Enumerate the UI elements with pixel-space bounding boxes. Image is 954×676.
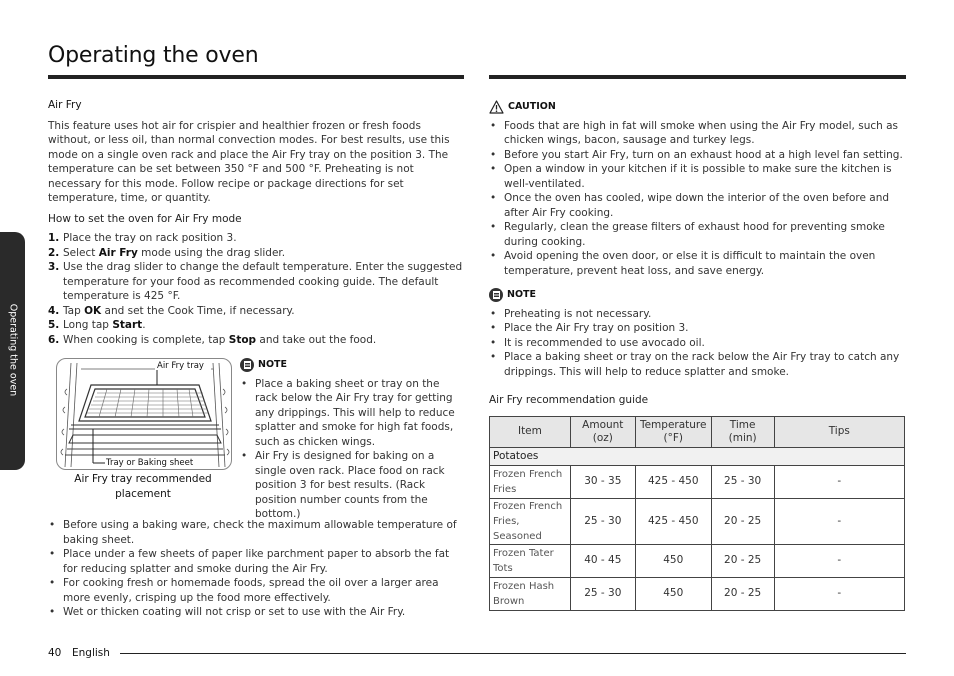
note-list [489, 307, 906, 380]
note-heading [240, 358, 464, 373]
table-row [490, 498, 905, 544]
warning-icon [489, 100, 504, 114]
steps-list [48, 231, 464, 347]
header-amount: Amount (oz) [570, 416, 635, 447]
cell-item: Frozen French Fries, Seasoned [490, 498, 571, 544]
step-text: and take out the food. [256, 333, 377, 346]
how-to-heading: How to set the oven for Air Fry mode [48, 212, 242, 225]
intro-paragraph: This feature uses hot air for crispier and healthier frozen or fresh foods without, or less oil, than normal convection modes. For best results, use this mode on a single oven rack and place the Air Fry tray on the position 3. The temperature can be set between 350 °F and 500 °F. Preheating is not necessary for this mode. Follow recipe or package directions for set temperature, time, or quantity. [48, 119, 450, 204]
cell-tips: - [774, 577, 904, 610]
tip-item: • For cooking fresh or homemade foods, spread the oil over a larger area more evenly, crisping up the food more effectively. [48, 576, 464, 605]
caution-heading-text: CAUTION [508, 101, 556, 112]
step-number: 6. [48, 333, 60, 346]
cell-temperature: 425 - 450 [635, 498, 711, 544]
step-number: 1. [48, 232, 60, 244]
step-number: 4. [48, 304, 60, 317]
note-item: • Air Fry is designed for baking on a single oven rack. Place food on rack position 3 for best results. (Rack position number counts from the bottom.) [240, 449, 464, 522]
step-bold-term: Stop [228, 333, 257, 346]
step-number: 5. [48, 319, 60, 331]
step-item [48, 304, 464, 319]
caution-item: • Avoid opening the oven door, or else it is difficult to maintain the oven temperature, prevent heat loss, and save energy. [489, 249, 906, 278]
footer-rule [120, 653, 906, 654]
step-item [48, 333, 464, 348]
cell-amount: 25 - 30 [570, 577, 635, 610]
note-item: • It is recommended to use avocado oil. [489, 336, 906, 351]
note-item: • Place a baking sheet or tray on the rack below the Air Fry tray for getting any drippings. This will help to reduce splatter and smoke for high fat foods, such as chicken wings. [240, 377, 464, 450]
step-item [48, 260, 464, 304]
figure-note [240, 358, 464, 522]
tip-item: • Wet or thicken coating will not crisp or set to use with the Air Fry. [48, 605, 464, 620]
cell-time: 25 - 30 [711, 465, 774, 498]
note-item: • Place the Air Fry tray on position 3. [489, 321, 906, 336]
cell-item: Frozen French Fries [490, 465, 571, 498]
step-text: Place the tray on rack position 3. [63, 232, 237, 244]
oven-illustration [56, 358, 232, 470]
step-text: and set the Cook Time, if necessary. [101, 304, 295, 317]
step-bold-term: Start [112, 319, 143, 331]
step-bold-term: OK [84, 304, 102, 317]
note-item: • Place a baking sheet or tray on the rack below the Air Fry tray to catch any drippings. This will help to reduce splatter and smoke. [489, 350, 906, 379]
table-row [490, 577, 905, 610]
cell-tips: - [774, 465, 904, 498]
page-title: Operating the oven [48, 43, 259, 68]
cell-tips: - [774, 498, 904, 544]
caution-list [489, 119, 906, 279]
caution-item: • Once the oven has cooled, wipe down the interior of the oven before and after Air Fry cooking. [489, 191, 906, 220]
footer-language: English [72, 647, 110, 659]
figure-caption: Air Fry tray recommended placement [74, 473, 212, 500]
caution-item: • Before you start Air Fry, turn on an exhaust hood at a high level fan setting. [489, 148, 906, 163]
cell-amount: 40 - 45 [570, 544, 635, 577]
step-text: When cooking is complete, tap [63, 333, 229, 346]
header-temperature: Temperature (°F) [635, 416, 711, 447]
cell-temperature: 450 [635, 577, 711, 610]
step-text: Tap [63, 304, 85, 317]
tip-item: • Place under a few sheets of paper like parchment paper to absorb the fat for reducing splatter and smoke during the Air Fry. [48, 547, 464, 576]
note-heading-text: NOTE [507, 289, 536, 300]
page-footer [48, 646, 906, 660]
right-column [489, 100, 906, 611]
header-time: Time (min) [711, 416, 774, 447]
cell-time: 20 - 25 [711, 544, 774, 577]
label-air-fry-tray: Air Fry tray [157, 361, 204, 371]
step-text: Use the drag slider to change the default temperature. Enter the suggested temperature for your food as recommended cooking guide. The default temperature is 425 °F. [63, 261, 463, 302]
cell-temperature: 450 [635, 544, 711, 577]
note-heading [489, 288, 906, 303]
note-item: • Preheating is not necessary. [489, 307, 906, 322]
cell-item: Frozen Hash Brown [490, 577, 571, 610]
note-heading-text: NOTE [258, 359, 287, 370]
step-item [48, 318, 464, 333]
step-text: mode using the drag slider. [137, 246, 286, 259]
step-bold-term: Air Fry [98, 246, 138, 259]
cell-time: 20 - 25 [711, 498, 774, 544]
oven-rack-drawing [57, 359, 232, 470]
step-text: . [142, 319, 146, 331]
figure-row [48, 358, 464, 520]
caution-item: • Foods that are high in fat will smoke when using the Air Fry model, such as chicken wings, bacon, sausage and turkey legs. [489, 119, 906, 148]
caution-heading [489, 100, 906, 115]
label-baking-sheet: Tray or Baking sheet [106, 458, 194, 468]
step-item [48, 246, 464, 261]
section-heading: Air Fry [48, 99, 82, 111]
table-group-row [490, 447, 905, 465]
table-row [490, 544, 905, 577]
step-number: 3. [48, 261, 60, 273]
tip-item: • Before using a baking ware, check the maximum allowable temperature of baking sheet. [48, 518, 464, 547]
step-number: 2. [48, 246, 60, 259]
note-icon [489, 288, 503, 302]
tips-list [48, 518, 464, 620]
table-row [490, 465, 905, 498]
cell-amount: 30 - 35 [570, 465, 635, 498]
caution-item: • Open a window in your kitchen if it is possible to make sure the kitchen is well-ventilated. [489, 162, 906, 191]
step-text: Select [63, 246, 99, 259]
cell-temperature: 425 - 450 [635, 465, 711, 498]
page-number: 40 [48, 647, 62, 659]
caution-item: • Regularly, clean the grease filters of exhaust hood for preventing smoke during cooking. [489, 220, 906, 249]
side-tab-label: Operating the oven [7, 303, 19, 397]
title-rule-left [48, 75, 464, 79]
title-rule-right [489, 75, 906, 79]
cell-tips: - [774, 544, 904, 577]
left-column [48, 98, 464, 620]
header-tips: Tips [774, 416, 904, 447]
header-item: Item [490, 416, 571, 447]
table-label: Air Fry recommendation guide [489, 394, 649, 406]
note-icon [240, 358, 254, 372]
air-fry-guide-table [489, 416, 905, 611]
group-label: Potatoes [490, 447, 905, 465]
step-item [48, 231, 464, 246]
table-header-row [490, 416, 905, 447]
cell-amount: 25 - 30 [570, 498, 635, 544]
cell-time: 20 - 25 [711, 577, 774, 610]
step-text: Long tap [63, 319, 113, 331]
cell-item: Frozen Tater Tots [490, 544, 571, 577]
note-list [240, 377, 464, 522]
